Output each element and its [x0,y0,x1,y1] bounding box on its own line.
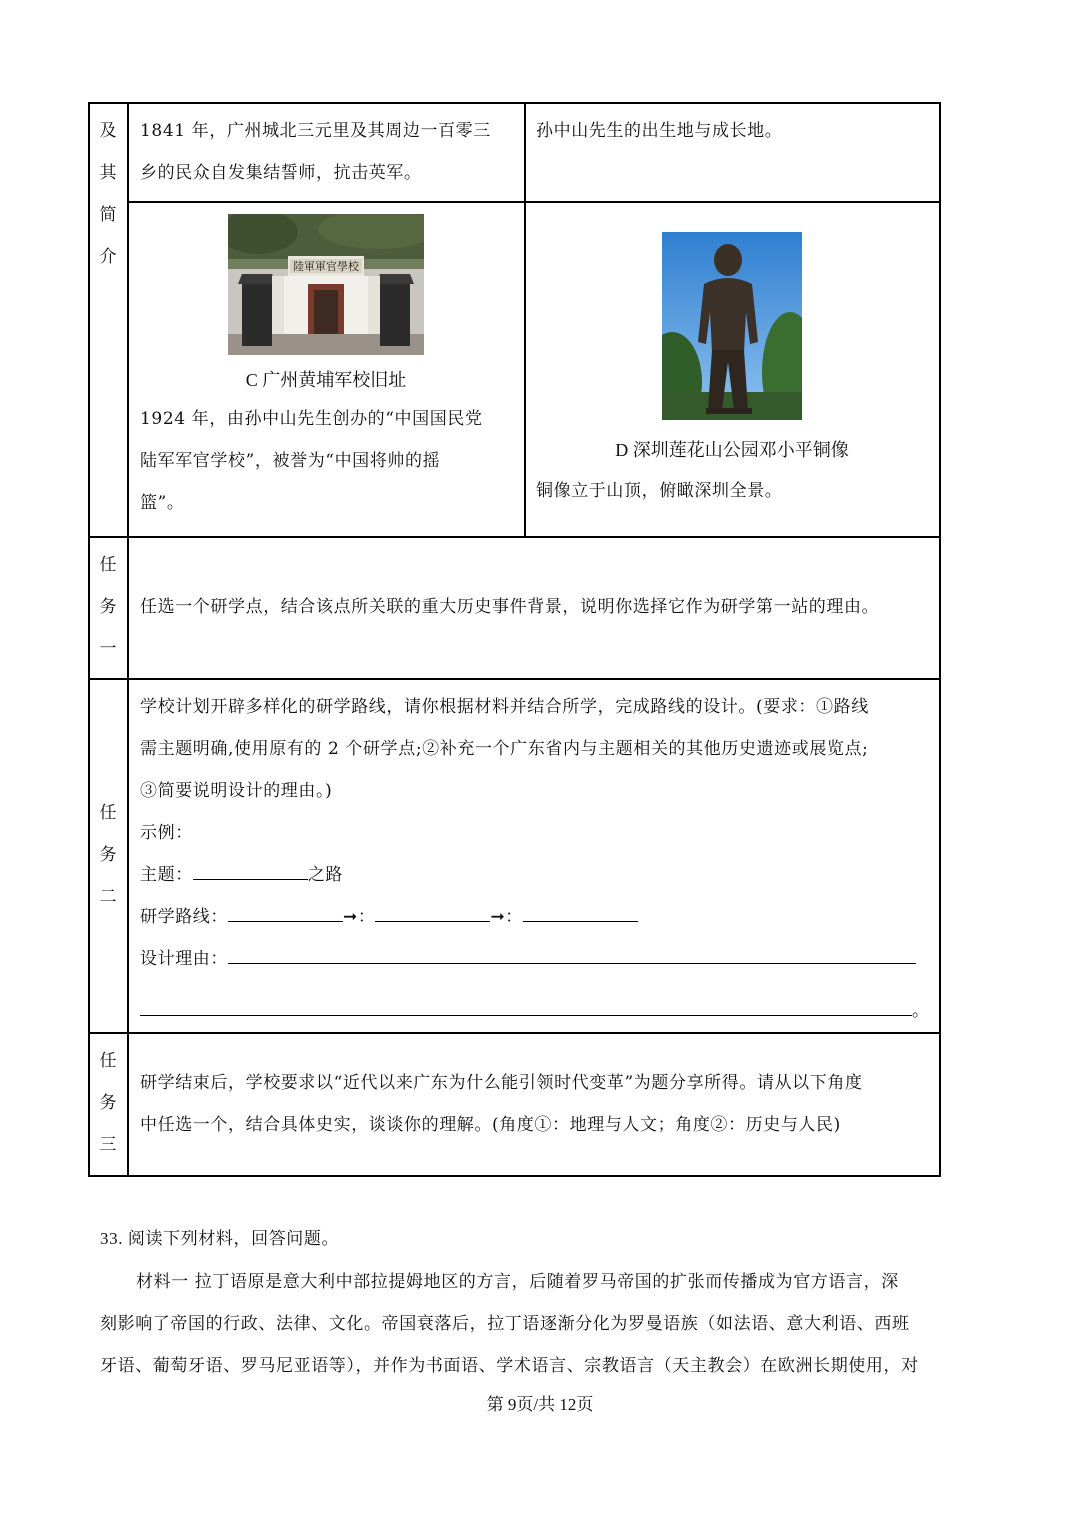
route-blank-1[interactable] [228,903,343,922]
route-blank-3[interactable] [523,903,638,922]
whampoa-academy-photo [228,214,424,355]
row-divider-task2 [88,678,941,680]
row-divider-task1 [88,536,941,538]
svg-text:陸軍軍官學校: 陸軍軍官學校 [293,260,359,273]
theme-line: 主题： 之路 [140,854,916,896]
task1-text: 任选一个研学点，结合该点所关联的重大历史事件背景，说明你选择它作为研学第一站的理由。 [140,597,880,617]
table-border-right [939,102,941,1177]
question-33-heading: 33. 阅读下列材料，回答问题。 [100,1229,340,1248]
reason-blank-1[interactable] [228,945,916,964]
site-c-description: 1924 年，由孙中山先生创办的“中国国民党 陆军军官学校”，被誉为“中国将帅的摇 篮”。 [140,409,483,513]
row-label-task3: 任 务 三 [99,1051,117,1155]
reason-line-2: 。 [140,990,930,1032]
site-c-caption: C 广州黄埔军校旧址 [245,370,407,390]
question-33-material: 材料一 拉丁语原是意大利中部拉提姆地区的方言，后随着罗马帝国的扩张而传播成为官方语言，深 刻影响了帝国的行政、法律、文化。帝国衰落后，拉丁语逐渐分化为罗曼语族（如法语、意大利语、西班 牙语、葡萄牙语、罗马尼亚语等），并作为书面语、学术语言、宗教语言（天主教会）在欧洲长期使用，对 [100,1272,919,1376]
sites-row-divider [127,201,941,203]
example-label: 示例： [140,823,193,843]
row-label-task1: 任 务 一 [99,555,117,659]
site-d-description: 铜像立于山顶，俯瞰深圳全景。 [536,481,783,501]
site-d-caption: D 深圳莲花山公园邓小平铜像 [615,440,849,460]
table-border-bottom [88,1175,941,1177]
theme-blank[interactable] [193,861,308,880]
row-label-intro: 及 其 简 介 [99,121,117,267]
site-b-description: 孙中山先生的出生地与成长地。 [536,121,783,141]
page-footer: 第 9页/共 12页 [486,1395,594,1414]
row-divider-task3 [88,1032,941,1034]
route-blank-2[interactable] [375,903,490,922]
row-label-task2: 任 务 二 [99,803,117,907]
deng-xiaoping-statue-photo [662,232,802,420]
task2-instructions: 学校计划开辟多样化的研学路线，请你根据材料并结合所学，完成路线的设计。(要求：①路线 需主题明确,使用原有的 2 个研学点;②补充一个广东省内与主题相关的其他历史遗迹或展览点; ③简要说明设计的理由。) 示例： 主题： 之路 研学路线： ➞： ➞： 设计理由： [140,686,916,980]
table-border-top [88,102,941,104]
reason-line: 设计理由： [140,938,916,980]
sites-column-divider [524,102,526,536]
site-a-description: 1841 年，广州城北三元里及其周边一百零三 乡的民众自发集结誓师，抗击英军。 [140,121,491,183]
task3-text: 研学结束后，学校要求以“近代以来广东为什么能引领时代变革”为题分享所得。请从以下角度 中任选一个，结合具体史实，谈谈你的理解。(角度①：地理与人文；角度②：历史与人民) [140,1073,863,1135]
route-line: 研学路线： ➞： ➞： [140,896,916,938]
study-sites-table [88,102,941,1177]
reason-blank-2[interactable] [140,997,912,1016]
